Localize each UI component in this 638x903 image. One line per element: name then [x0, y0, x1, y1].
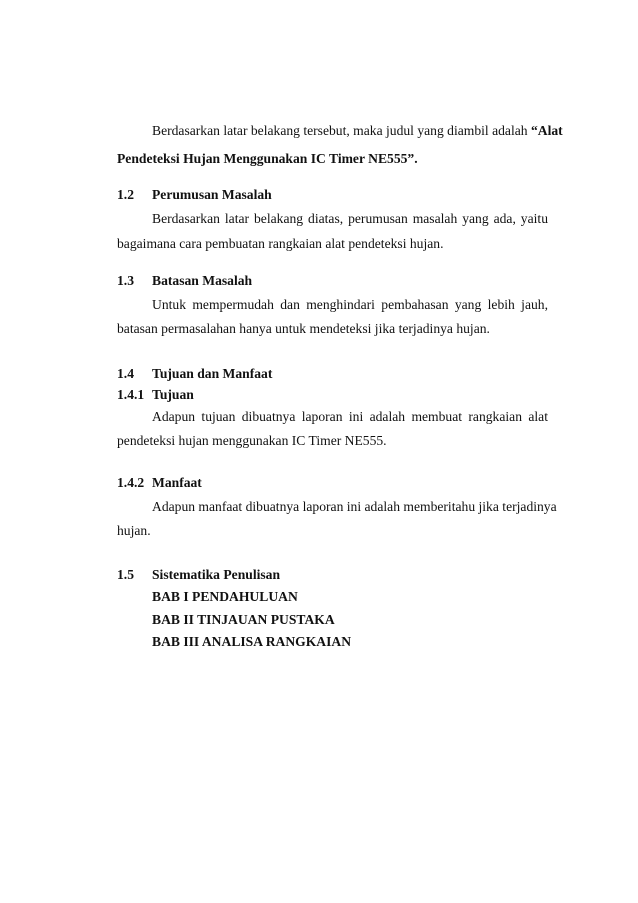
section-heading-1-2 — [117, 187, 548, 203]
section-number: 1.4 — [117, 366, 134, 381]
list-item-bab-1: BAB I PENDAHULUAN — [152, 589, 298, 604]
section-title: Sistematika Penulisan — [152, 567, 281, 582]
intro-text: Berdasarkan latar belakang tersebut, maka judul yang diambil adalah — [152, 123, 531, 138]
section-title: Perumusan Masalah — [152, 187, 272, 202]
section-heading-1-4-1 — [117, 387, 548, 403]
intro-line-2: Pendeteksi Hujan Menggunakan IC Timer NE555”. — [117, 151, 418, 166]
section-heading-1-4-2 — [117, 475, 548, 491]
section-number: 1.2 — [117, 187, 134, 202]
section-heading-1-4 — [117, 366, 548, 382]
section-title: Tujuan dan Manfaat — [152, 366, 273, 381]
section-title: Batasan Masalah — [152, 273, 253, 288]
section-title: Tujuan — [152, 387, 194, 402]
section-number: 1.4.2 — [117, 475, 145, 490]
section-number: 1.5 — [117, 567, 134, 582]
section-1-3-line-1: Untuk mempermudah dan menghindari pembahasan yang lebih jauh, — [152, 297, 548, 312]
section-number: 1.3 — [117, 273, 134, 288]
section-1-4-2-line-2: hujan. — [117, 523, 151, 538]
intro-title-start: “Alat — [530, 123, 563, 138]
section-1-3-line-2: batasan permasalahan hanya untuk mendeteksi jika terjadinya hujan. — [117, 321, 490, 336]
section-1-4-1-line-1: Adapun tujuan dibuatnya laporan ini adalah membuat rangkaian alat — [152, 409, 548, 424]
section-1-2-line-1: Berdasarkan latar belakang diatas, perumusan masalah yang ada, yaitu — [152, 211, 548, 226]
list-item-bab-3: BAB III ANALISA RANGKAIAN — [152, 634, 352, 649]
section-1-2-line-2: bagaimana cara pembuatan rangkaian alat pendeteksi hujan. — [117, 236, 444, 251]
intro-line-1 — [152, 123, 563, 139]
section-title: Manfaat — [152, 475, 202, 490]
section-1-4-2-line-1: Adapun manfaat dibuatnya laporan ini adalah memberitahu jika terjadinya — [152, 499, 557, 514]
section-number: 1.4.1 — [117, 387, 145, 402]
section-heading-1-5 — [117, 567, 548, 583]
section-1-4-1-line-2: pendeteksi hujan menggunakan IC Timer NE555. — [117, 433, 387, 448]
section-heading-1-3 — [117, 273, 548, 289]
list-item-bab-2: BAB II TINJAUAN PUSTAKA — [152, 612, 335, 627]
